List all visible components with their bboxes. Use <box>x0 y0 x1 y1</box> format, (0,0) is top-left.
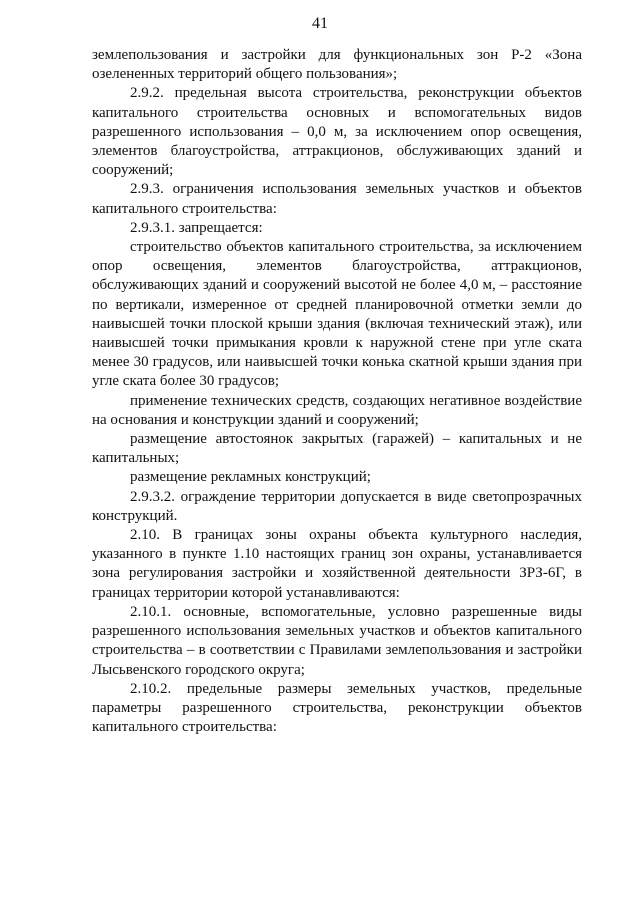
page-number: 41 <box>312 15 328 32</box>
paragraph-construction-ban: строительство объектов капитального строительства, за исключением опор освещения, элементов благоустройства, аттракционов, обслуживающих зданий и сооружений высотой не более 4,0 м, – расстояние по вертикали, измеренное от средней планировочной отметки земли до наивысшей точки плоской крыши здания (включая технический этаж), или наивысшей точки примыкания кровли к наружной стене при угле ската менее 30 градусов, или наивысшей точки конька скатной крыши здания при угле ската более 30 градусов; <box>92 239 582 390</box>
document-body <box>92 46 582 737</box>
paragraph-parking: размещение автостоянок закрытых (гаражей) – капитальных и не капитальных; <box>92 431 582 467</box>
paragraph-2-10-1: 2.10.1. основные, вспомогательные, условно разрешенные виды разрешенного использования земельных участков и объектов капитального строительства – в соответствии с Правилами землепользования и застройки Лысьвенского городского округа; <box>92 603 582 678</box>
paragraph-continuation: землепользования и застройки для функциональных зон Р-2 «Зона озелененных территорий общего пользования»; <box>92 47 582 83</box>
paragraph-2-9-3-2: 2.9.3.2. ограждение территории допускается в виде светопрозрачных конструкций. <box>92 488 582 524</box>
paragraph-2-9-3-1: 2.9.3.1. запрещается: <box>130 219 263 236</box>
paragraph-technical-means: применение технических средств, создающих негативное воздействие на основания и конструкции зданий и сооружений; <box>92 392 582 428</box>
paragraph-2-9-3: 2.9.3. ограничения использования земельных участков и объектов капитального строительства: <box>92 181 582 217</box>
paragraph-advertising: размещение рекламных конструкций; <box>130 469 371 486</box>
paragraph-2-9-2: 2.9.2. предельная высота строительства, реконструкции объектов капитального строительства основных и вспомогательных видов разрешенного использования – 0,0 м, за исключением опор освещения, элементов благоустройства, аттракционов, обслуживающих зданий и сооружений; <box>92 85 582 179</box>
paragraph-2-10-2: 2.10.2. предельные размеры земельных участков, предельные параметры разрешенного строительства, реконструкции объектов капитального строительства: <box>92 680 582 736</box>
paragraph-2-10: 2.10. В границах зоны охраны объекта культурного наследия, указанного в пункте 1.10 настоящих границ зон охраны, устанавливается зона регулирования застройки и хозяйственной деятельности ЗРЗ-6Г, в границах территории которой устанавливаются: <box>92 527 582 601</box>
